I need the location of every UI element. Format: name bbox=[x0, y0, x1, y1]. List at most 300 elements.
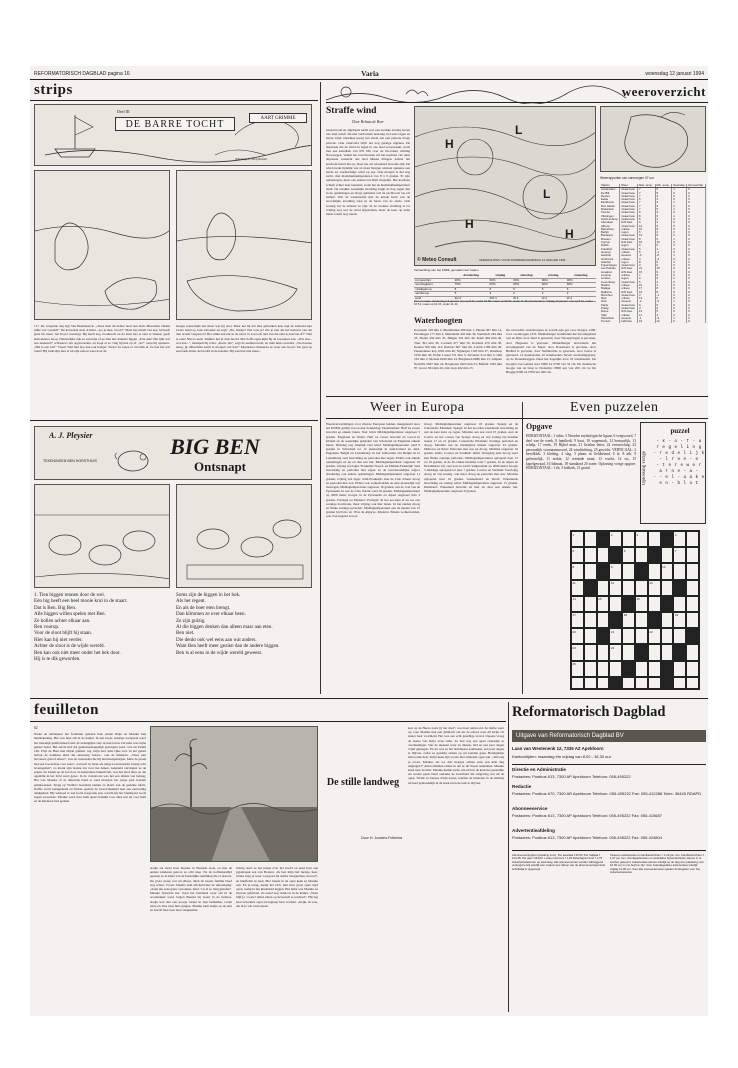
obs-cell: licht bew. bbox=[620, 291, 638, 294]
crossword-cell bbox=[597, 677, 610, 689]
crossword-cell bbox=[635, 547, 648, 563]
feuilleton-episode: 62 bbox=[34, 726, 38, 730]
big-ben-credit: TEKENINGEN BEN HORSTHUIS bbox=[43, 459, 97, 463]
obs-cell: 0 bbox=[687, 241, 706, 244]
weather-map bbox=[414, 106, 596, 266]
obs-cell: -2 bbox=[655, 251, 672, 254]
obs-cell: Londen bbox=[600, 277, 620, 280]
obs-cell: 21 bbox=[638, 267, 656, 270]
obs-cell: 7 bbox=[638, 201, 656, 204]
obs-cell: 0 bbox=[687, 248, 706, 251]
obs-cell: -6 bbox=[655, 300, 672, 303]
obs-cell: München bbox=[600, 294, 620, 297]
forecast-cell: Zw 6 bbox=[454, 296, 489, 301]
obs-cell: 14 bbox=[638, 225, 656, 228]
obs-cell: -5 bbox=[655, 317, 672, 320]
obs-header: Max. temp. bbox=[638, 184, 656, 188]
column-divider bbox=[320, 82, 321, 694]
obs-cell: 0 bbox=[687, 254, 706, 257]
obs-cell: 7 bbox=[638, 188, 656, 192]
obs-cell: zwaar bew. bbox=[620, 211, 638, 214]
forecast-cell: 75% bbox=[454, 283, 489, 288]
crossword-black-cell bbox=[597, 563, 610, 579]
comic-caption-left bbox=[34, 324, 170, 416]
feuilleton-col-4: kon op de Heere zoals jij het doet”, was haar antwoord. Ze liefde weer op, toen Maaike met een glimlach om uit de school naar dit Krijn z'n zuster haar voorhield. Het was een echt gezellige avond. Opeens vroeg de zuster van Krijn even stilte. Ze had nog een apart cadeautje te overhandigen. Van de mensen waar ze diende, had ze een paar dagen vrijaf gekregen. En nu was ze het bruidspaar aanbieden, een paar dagen te blijven, zodat ze gezellig samen op uit konden gaan. Handgeklap belooonde haar. Krijn keek zijn vrouw met stralende ogen aan. „Wat zeg je ervan, Maaike, als we dan morgen samen eens een hele dag uitgingen?” Allen stemden ermee in dat ze dit moest aannemen. Maaike keek naar de mist. Maaike huilde zacht, die zich in de kerk het geestelijk als wetten gezet bleef ondanks de zwartheid die omgeving wat uit de ogen. Wolde in Jansen, Krijn zuster, hadden de kinderen in de middag uit heel gemoedelijk in de hoek even de taak te drijven. bbox=[408, 726, 504, 785]
crossword-cell bbox=[597, 580, 610, 596]
verse-line: Ben voorop. bbox=[34, 624, 60, 631]
obs-header: Min. temp. bbox=[655, 184, 672, 188]
waterhoogten-right: De verwachte waterhoogten in Lobith zijn per voor morgen 1200, voor overmorgen 1270. Middelburger bodelfende het Stroomgebied van de Rijn: door Deel is gewezen; door Nevergevigen is gevonen, door Hagesten is gevonen. Middelburger bevorderde het stroomgebied van de Maas: door Roermond is gevonen, door Belfeld is gevonen, door Sambreville is gewezen, door Grave is gebouwd, 12 standaarden, 10 standaarden. Nevel: stochastigegrens, op de Donaubruggen. Deze het dagelijks door 18 standaarden. De hoogten van Gebied door 0000 tot 0700 van 34 cm. De chemische hoogte van de brug te Nederrijn: 0800 uur van 200 cm tot De Brugge 0300 tot 0700 uur 260 cm. bbox=[506, 328, 596, 375]
obs-cell: 0 bbox=[672, 267, 687, 270]
crossword-cell bbox=[597, 661, 610, 677]
crossword-cell bbox=[661, 628, 674, 644]
rd-abon: Postadres: Postbus 613, 7300 AP Apeldoorn Telefoon: 055-495222 Fax: 055-415687 bbox=[512, 813, 662, 818]
crossword-black-cell bbox=[635, 563, 648, 579]
crossword-cell: 23 bbox=[571, 644, 584, 660]
weather-banner-drawing bbox=[326, 82, 626, 104]
crossword-black-cell bbox=[661, 596, 674, 612]
obs-cell: Stockholm bbox=[600, 317, 620, 320]
obs-cell: 0 bbox=[687, 244, 706, 247]
feuilleton-rule-top bbox=[30, 698, 708, 699]
crossword-cell: 13 bbox=[648, 580, 661, 596]
obs-header: Weer bbox=[620, 184, 638, 188]
photo-credit: Door H. Joosten-Folkema bbox=[361, 836, 402, 840]
crossword-black-cell bbox=[661, 677, 674, 689]
crossword-cell bbox=[686, 531, 699, 547]
crossword-cell bbox=[648, 661, 661, 677]
panel-1-drawing bbox=[35, 171, 170, 320]
crossword-cell: 25 bbox=[571, 661, 584, 677]
crossword-cell bbox=[622, 677, 635, 689]
rd-masthead: Reformatorisch Dagblad bbox=[512, 704, 666, 720]
obs-cell: 0 bbox=[672, 211, 687, 214]
crossword-cell bbox=[673, 596, 686, 612]
obs-cell: regen bbox=[620, 231, 638, 234]
obs-cell: half bew. bbox=[620, 320, 638, 323]
obs-cell: 0 bbox=[687, 261, 706, 264]
obs-cell: 0 bbox=[672, 294, 687, 297]
obs-cell: 0 bbox=[672, 287, 687, 290]
forecast-cell: wind bbox=[414, 296, 454, 301]
crossword-cell bbox=[661, 547, 674, 563]
crossword-cell: 15 bbox=[597, 596, 610, 612]
obs-cell: 2 bbox=[655, 231, 672, 234]
obs-cell: 0 bbox=[672, 221, 687, 224]
opgave-title: Opgave bbox=[526, 422, 553, 431]
comic-author: AART GRIMME bbox=[249, 113, 307, 123]
obs-cell: 8 bbox=[655, 228, 672, 231]
obs-cell: 3 bbox=[655, 198, 672, 201]
forecast-cell: 60% bbox=[566, 283, 596, 288]
obs-cell: 15 bbox=[638, 271, 656, 274]
obs-cell: 16 bbox=[638, 291, 656, 294]
crossword-black-cell bbox=[648, 547, 661, 563]
crossword-cell: 5 bbox=[571, 547, 584, 563]
feuilleton-divider bbox=[508, 702, 509, 1012]
crossword-cell: 22 bbox=[648, 628, 661, 644]
big-ben-author: A. J. Pleysier bbox=[49, 431, 93, 440]
section-strips-title: strips bbox=[34, 82, 73, 98]
obs-cell: 7 bbox=[638, 208, 656, 211]
crossword-cell bbox=[635, 661, 648, 677]
forecast-cell: 20% bbox=[454, 278, 489, 283]
obs-cell: zwaar bew. bbox=[620, 307, 638, 310]
obs-cell: 2 bbox=[672, 277, 687, 280]
obs-cell: -1 bbox=[655, 294, 672, 297]
obs-cell: Madrid bbox=[600, 284, 620, 287]
crossword-cell: 4 bbox=[673, 531, 686, 547]
obs-cell: Kopenhagen bbox=[600, 264, 620, 267]
comic-barre-tocht-header bbox=[34, 104, 312, 166]
obs-cell: zwaar bew. bbox=[620, 264, 638, 267]
obs-cell: 0 bbox=[672, 234, 687, 237]
forecast-cell: neerslagkans bbox=[414, 283, 454, 288]
verse-line: Eén big heeft een heel mooie krul in de staart. bbox=[34, 598, 128, 605]
obs-cell: 6 bbox=[638, 221, 656, 224]
obs-cell: 0 bbox=[672, 291, 687, 294]
meteo-consult-logo: © Meteo Consult bbox=[417, 257, 457, 263]
obs-cell: Bordeaux bbox=[600, 234, 620, 237]
puzzle-divider bbox=[522, 402, 523, 694]
crossword-cell bbox=[661, 644, 674, 660]
feuilleton-col-2: Aadje zat naast haar moeder in Berends stoel, en met de andere kinderen genoot ze echt mee. Na de koffiemaaltijd gezeten ze in klein van de feestelijke stemming die er heerste. De grote groep wat uit elkaar, allen de naaste familie bleef nog achter. Vrouw Jansma nam afscheid met de uitnodiging: „Kom me eens gauw opzoeken, kind. 't is al zo lang geleden”. Maaike beloofde het. Toen het helemaal weer stil in de woonkamer werd, begon Berend bij Geert in de bedstee. Aadje kon dan een poosje rusten in zijn bedkamer, totdat tante en Jans naar huis gingen. Maaike nam Aadje op de arm en bracht haar naar haar slaapkamer. bbox=[150, 866, 232, 913]
obs-cell: Eindhoven bbox=[600, 201, 620, 204]
crossword-cell bbox=[686, 547, 699, 563]
forecast-cell: zonneschijn bbox=[414, 278, 454, 283]
obs-cell: 5 bbox=[638, 281, 656, 284]
forecast-header: vrijdag bbox=[489, 274, 513, 278]
crossword-cell: 21 bbox=[609, 628, 622, 644]
crossword-cell bbox=[686, 596, 699, 612]
obs-cell: Zuid-Limburg bbox=[600, 218, 620, 221]
oplossing-line: - l r e e - e bbox=[659, 458, 699, 462]
obs-cell: 0 bbox=[687, 205, 706, 208]
oplossing-line: - k - o - f - a bbox=[656, 440, 702, 444]
obs-cell: 7 bbox=[638, 274, 656, 277]
obs-cell: Twente bbox=[600, 211, 620, 214]
obs-cell: 0 bbox=[687, 221, 706, 224]
obs-cell: 9 bbox=[638, 277, 656, 280]
crossword-black-cell bbox=[686, 628, 699, 644]
obs-cell: 6 bbox=[655, 297, 672, 300]
rd-abon-title: Abonneeservice bbox=[512, 806, 548, 811]
map-caption: VERWACHTING VOOR DONDERDAGMIDDAG 13 JANUARI 1994 bbox=[479, 258, 566, 262]
obs-cell: 0 bbox=[687, 297, 706, 300]
pigs-eating-drawing bbox=[177, 485, 312, 588]
obs-cell: 0 bbox=[687, 287, 706, 290]
rd-redactie: Postadres: Postbus 670, 7300 AR Apeldoorn Telefoon: 055-495222 Fax: 055-412288 Telex: 36445 RDAPD bbox=[512, 791, 702, 796]
obs-cell: Nice bbox=[600, 297, 620, 300]
verse-line: Ze hollen achter elkaar aan. bbox=[34, 617, 91, 624]
crossword-cell bbox=[673, 628, 686, 644]
obs-cell: 3 bbox=[638, 264, 656, 267]
obs-cell: 3 bbox=[638, 307, 656, 310]
obs-cell: De Bilt bbox=[600, 192, 620, 195]
crossword-black-cell bbox=[597, 531, 610, 547]
obs-cell: 7 bbox=[638, 195, 656, 198]
crossword-cell bbox=[661, 580, 674, 596]
crossword-black-cell bbox=[661, 531, 674, 547]
obs-cell: 0 bbox=[687, 231, 706, 234]
obs-cell: 4 bbox=[655, 195, 672, 198]
crossword-cell bbox=[635, 677, 648, 689]
comic-panel-1 bbox=[34, 170, 170, 320]
obs-cell: 0 bbox=[672, 251, 687, 254]
obs-cell: 0 bbox=[672, 284, 687, 287]
rd-adv: Postadres: Postbus 613, 7300 AP Apeldoorn Telefoon: 055-495222 Fax: 055-424804 bbox=[512, 835, 662, 840]
crossword-cell bbox=[597, 547, 610, 563]
obs-cell: 0 bbox=[687, 195, 706, 198]
oplossing-line: e n - b l u t bbox=[659, 482, 699, 486]
header-rule bbox=[30, 79, 708, 80]
crossword-cell bbox=[648, 644, 661, 660]
obs-cell: Praag bbox=[600, 307, 620, 310]
obs-cell: 0 bbox=[687, 228, 706, 231]
obs-cell: 5 bbox=[638, 251, 656, 254]
obs-cell: Rotterdam bbox=[600, 208, 620, 211]
obs-cell: 13 bbox=[638, 310, 656, 313]
obs-cell: 0 bbox=[687, 201, 706, 204]
obs-cell: 5 bbox=[655, 244, 672, 247]
photo-caption-box bbox=[322, 726, 404, 862]
obs-cell: 6 bbox=[655, 234, 672, 237]
obs-cell: 5 bbox=[655, 192, 672, 195]
crossword-cell: 6 bbox=[622, 547, 635, 563]
crossword-cell bbox=[635, 628, 648, 644]
weather-banner-art bbox=[326, 82, 626, 104]
europa-col-1: Weersverwachtingen voor diverse Europese landen, meegedeeld door het KNMI, geldig van en met donderdag: Denemarken: Half tot zwaar bewolkt en enkele buien. Veel wind. Middagtemperatuur ongeveer 5 graden. Engeland en Wales: Half tot zwaar bewolkt en vooral in Ierland en de westelijke gebieden van Schotland en Engeland enkele buien. Dinsdag nog tamelijk veel wind. Middagtemperatuur rond 9 graden in Schotland tot 12 plaatselijk in zuid-Ierland en zuid-Engeland. België en Luxemburg: In het zuidoosten van België en in Luxemburg veel bewolking en perioden met regen. Elders ook enkele opklaringen en nu en dan een bui. Middagtemperatuur ongeveer 10 graden, vrijdag wat lager. Frankrijk: Noord- en Midden-Frankrijk: Veel bewolking en perioden met regen. In de noordwestelijke regio's donderdag ook enkele opklaringen. Middagtemperatuur ongeveer 11 graden, vrijdag wat lager. Zuid-Frankrijk: Aan de Côte d'Azur droog en perioden met zon. Elders ook wolkenvelden en zeer plaatselijk wat motregen. Middagtemperatuur ongeveer 16 graden, aan de voet van de Pyreneeën en aan de Côte d'Azur rond 16 graden. Middagtemperatuur op 2000 meter hoogte in de Pyreneeën en Alpen ongeveer min 3 graden. Portugal en Madeira: Portugal: In het noorden af en toe een zonnige doorbraak, maar vrijdag ook hier buien. In het zuiden droog en flinke zonnige perioden. Middagtemperatuur aan de kusten van 15 graden bij Porto tot 18 in de Algarve. Madeira: Enkele wolkenvelden, ook overwegend zon en bbox=[326, 422, 420, 519]
forecast-cell: 5 bbox=[454, 292, 489, 297]
comic-caption-right: honger nauwelijks iets meer wat hij doet. Maar net hij dat mes gebruiken kan, legt de zeehond zijn zware hand op Jans schouder en zegt: „Nu, maatje! Wat wou je? Zie je niet dat het kadaver van dat dier al half vergaan is? Het stinkt een uur in de wind. Je zou toch niet van dat eten is daarvan af?” Niet te eten! Niet te eten! Jammer het in Jans hoofd. Met doffe ogen kijkt hij de koraadsel aan. „Wat dan... wat dan...”, mompelt hij schor. „Kom, Jan”, zegt de zeeman rucht, en trekt hem overeind. „We moeten terug, jij. Misschien komt er morgen wel iets!” Moedeloos klauteren ze weer aan boord. Jan gaat op een bank zitten, het hoofd in de handen. Hij weet het niet meer... bbox=[176, 324, 312, 354]
obs-cell: 6 bbox=[655, 277, 672, 280]
crossword-cell bbox=[584, 596, 597, 612]
obs-cell: 0 bbox=[687, 294, 706, 297]
obs-cell: 5 bbox=[655, 310, 672, 313]
rd-rule-2 bbox=[512, 850, 706, 851]
obs-cell: Tel Aviv bbox=[600, 320, 620, 323]
forecast-cell: 60% bbox=[512, 283, 541, 288]
crossword-cell bbox=[597, 612, 610, 628]
obs-cell: Malaga bbox=[600, 287, 620, 290]
section-europa-title: Weer in Europa bbox=[370, 400, 465, 415]
map-pressure-label: H bbox=[565, 227, 574, 241]
forecast-caption: Verwachting van het KNMI, gemaakt voor heden bbox=[414, 268, 479, 272]
forecast-cell: 30% bbox=[566, 278, 596, 283]
crossword-cell bbox=[622, 628, 635, 644]
forecast-cell: 30% bbox=[512, 278, 541, 283]
crossword-cell bbox=[609, 661, 622, 677]
obs-cell: 0 bbox=[687, 307, 706, 310]
oplossing-box bbox=[640, 422, 706, 524]
rd-rule-1 bbox=[512, 764, 706, 765]
obs-cell: Aberdeen bbox=[600, 221, 620, 224]
obs-header: Neerslag bbox=[672, 184, 687, 188]
obs-cell: 0 bbox=[687, 198, 706, 201]
crossword-cell: 20 bbox=[571, 628, 584, 644]
comic-caption-left-text: De volgende dag legt Van Heemskerck: „Twee man uit iedere hout nan land. Misschien vinden jullie wat voedsel!” De koraadsel staat al klaar. „Ga je mee, Jacob?” Maar hij schudt van nee, hij heeft geen fut meer. Jan Koert overtuigt. Hij heeft nog voorkracht en de kans iets te eten te vinden, geeft hem nieuwe hoop. Nieuwelijks zijn ze aan land of ze zien iets donkers liggen. „Een dier! Het lijkt wel een zeehond!” schreeuwt Jan opgewonden, en loopt er zo vlug hij kan op af. „Is?” roept hij opnieuw. „Het is een rob!” Vlees! Niet hun hoe dan ook honger. Vlees! Ze lopen er van blik af. Ze laat het wel ruien? Hij trekt zijn mes al uit zijn zak en weet door de bbox=[34, 324, 170, 354]
obs-cell: 11 bbox=[638, 314, 656, 317]
obs-cell: 0 bbox=[687, 281, 706, 284]
crossword-cell bbox=[584, 644, 597, 660]
rd-redactie-title: Redactie bbox=[512, 784, 532, 789]
obs-cell: 4 bbox=[638, 258, 656, 261]
crossword-cell bbox=[673, 661, 686, 677]
rd-uitgave-banner: Uitgave van Reformatorisch Dagblad BV bbox=[512, 730, 706, 742]
obs-cell: 5 bbox=[655, 188, 672, 192]
photo-title: De stille landweg bbox=[326, 777, 400, 788]
crossword-cell: 24 bbox=[609, 644, 622, 660]
obs-cell: -3 bbox=[638, 254, 656, 257]
obs-cell: Lissabon bbox=[600, 271, 620, 274]
crossword-cell bbox=[686, 612, 699, 628]
verse-line: Achter de sloot is de wijde wereld. bbox=[34, 643, 105, 650]
obs-cell: 1 bbox=[672, 201, 687, 204]
oplossing-line: a r n e - a - bbox=[659, 470, 699, 474]
obs-cell: Berlijn bbox=[600, 231, 620, 234]
crossword-cell bbox=[686, 644, 699, 660]
obs-cell: 1 bbox=[672, 238, 687, 241]
crossword-cell bbox=[622, 531, 635, 547]
obs-cell: 4 bbox=[655, 201, 672, 204]
isobar-map bbox=[415, 107, 596, 266]
obs-cell: 0 bbox=[655, 274, 672, 277]
big-ben-panel-2 bbox=[176, 484, 312, 588]
crossword-cell: 2 bbox=[609, 531, 622, 547]
comic-panel-2 bbox=[176, 170, 312, 320]
obs-cell: zwaar bew. bbox=[620, 294, 638, 297]
obs-cell: 0 bbox=[672, 307, 687, 310]
obs-cell: 2 bbox=[672, 231, 687, 234]
page-header-center: Varia bbox=[361, 69, 379, 78]
sun-moon-text: Zon en maan: donderdag 13 januari: zon op 8.42, onder 16.50; maan op 00.02, onder 11.26 (Amsterdam). Vrijdag 14 januari: zon op 8.41, onder 16.51; maan op 01.15, onder 11.43. bbox=[414, 300, 593, 307]
forecast-cell: W 4 bbox=[512, 296, 541, 301]
obs-cell: licht bew. bbox=[620, 310, 638, 313]
obs-cell: regen bbox=[620, 277, 638, 280]
crossword-cell: 10 bbox=[661, 563, 674, 579]
oplossing-line: r e g e l i n g bbox=[656, 446, 702, 450]
obs-cell: 0 bbox=[672, 320, 687, 323]
big-ben-subtitle: Ontsnapt bbox=[193, 459, 247, 474]
oplossing-title: puzzel bbox=[670, 427, 690, 435]
obs-cell: -8 bbox=[655, 254, 672, 257]
forecast-header: maandag bbox=[566, 274, 596, 278]
crossword-cell bbox=[584, 547, 597, 563]
obs-cell: 0 bbox=[687, 234, 706, 237]
crossword-cell bbox=[571, 677, 584, 689]
obs-cell: zwaar bew. bbox=[620, 248, 638, 251]
obs-cell: 5 bbox=[655, 205, 672, 208]
obs-cell: 1 bbox=[672, 317, 687, 320]
obs-cell: 0 bbox=[687, 304, 706, 307]
obs-cell: Las Palmas bbox=[600, 267, 620, 270]
obs-cell: sneeuw bbox=[620, 300, 638, 303]
crossword-black-cell bbox=[584, 580, 597, 596]
obs-cell: 1 bbox=[655, 248, 672, 251]
obs-cell: 5 bbox=[655, 208, 672, 211]
verse-line: Als het regent. bbox=[176, 598, 206, 605]
obs-cell: 10 bbox=[655, 241, 672, 244]
obs-cell: 0 bbox=[672, 195, 687, 198]
obs-cell: Den Helder bbox=[600, 205, 620, 208]
crossword-cell bbox=[635, 612, 648, 628]
crossword-cell bbox=[584, 563, 597, 579]
obs-cell: regen bbox=[620, 261, 638, 264]
section-weer-title: weeroverzicht bbox=[621, 84, 706, 99]
verse-line: Ben niet. bbox=[176, 630, 195, 637]
obs-cell: onbew. bbox=[620, 297, 638, 300]
obs-cell: 6 bbox=[638, 211, 656, 214]
comic-episode: Deel III bbox=[117, 109, 130, 114]
obs-cell: Frankfurt bbox=[600, 248, 620, 251]
verse-line: Ze zijn gulzig. bbox=[176, 617, 206, 624]
obs-cell: 0 bbox=[687, 188, 706, 192]
obs-cell: 0 bbox=[687, 264, 706, 267]
waterhoogten-left: Kornstein 318 min 2, Rheinfelden 299 min 1, Maxau 367 min 14, Plochingen 177 min 2, Mannheim 442 min 32, Steinbach 244 min 33, Mainz 434 min 35, Bingen 322 min 40, Kaub 404 min 46, Trier 391 min 30, Cochem 477 min 50, Koblenz 470 min 50, Keulen 500 min 112, Ruhrort 607 min 60, Lobith 1180 min 49, Pannerdense kop 1092 min 40, Nijmegen 1195 min 37, IJsselkop 1056 min 30, Eefde Lossel 721 min 5, Deventer 614 min 2, Olst 519 min 2, Monsin 6240 min 14, Borgharen 6980 min 15, Ampsin Neuville 5697 min 24, Borgharen 4203 min 53, Belfeld 1593 min 87, Grave 834 min 20, Lith dorp 462 min 15. bbox=[414, 328, 502, 370]
forecast-table bbox=[414, 274, 596, 302]
obs-cell: Deelen bbox=[600, 195, 620, 198]
obs-cell: Genève bbox=[600, 251, 620, 254]
obs-cell: -2 bbox=[638, 300, 656, 303]
obs-cell: 0 bbox=[687, 274, 706, 277]
verse-line: Dat is Ben. Big Ben. bbox=[34, 604, 77, 611]
forecast-cell: 6 bbox=[566, 287, 596, 292]
obs-cell: 8 bbox=[638, 215, 656, 218]
obs-cell: 19 bbox=[638, 320, 656, 323]
crossword-black-cell bbox=[609, 677, 622, 689]
crossword-cell: 8 bbox=[571, 563, 584, 579]
obs-header: Station bbox=[600, 184, 620, 188]
obs-cell: regen bbox=[620, 244, 638, 247]
obs-cell: zwaar bew. bbox=[620, 192, 638, 195]
observations-caption: Weerrapporten van vanmorgen 07 uur bbox=[600, 176, 654, 180]
obs-cell: 0 bbox=[672, 205, 687, 208]
obs-cell: 0 bbox=[672, 281, 687, 284]
obs-cell: 5 bbox=[638, 248, 656, 251]
obs-cell: Dublin bbox=[600, 244, 620, 247]
crossword-cell bbox=[597, 644, 610, 660]
obs-cell: 15 bbox=[655, 267, 672, 270]
rd-kantoortijden: Kantoortijden: maandag t/m vrijdag van 8.00 - 16.30 uur. bbox=[512, 754, 612, 759]
obs-cell: zwaar bew. bbox=[620, 188, 638, 192]
obs-cell: -3 bbox=[655, 258, 672, 261]
rd-adv-title: Advertentieafdeling bbox=[512, 828, 555, 833]
crossword-black-cell bbox=[622, 596, 635, 612]
rd-directie-title: Directie en Administratie bbox=[512, 767, 566, 772]
crossword-grid bbox=[570, 530, 700, 690]
obs-cell: 8 bbox=[655, 291, 672, 294]
obs-cell: 0 bbox=[687, 317, 706, 320]
feuilleton-col-1 bbox=[34, 726, 146, 1012]
feuilleton-photo bbox=[150, 726, 318, 862]
forecast-cell: 2 bbox=[566, 292, 596, 297]
obs-cell: Luxemburg bbox=[600, 281, 620, 284]
crossword-black-cell bbox=[673, 580, 686, 596]
rd-directie: Postadres: Postbus 613, 7300 AP Apeldoorn Telefoon: 055-495222 bbox=[512, 774, 631, 779]
obs-cell: zwaar bew. bbox=[620, 304, 638, 307]
obs-cell: 0 bbox=[672, 198, 687, 201]
forecast-cell: 2 bbox=[489, 292, 513, 297]
obs-cell: Cyprus bbox=[600, 241, 620, 244]
obs-header: Zonneschijn bbox=[687, 184, 706, 188]
obs-cell: licht bew. bbox=[620, 241, 638, 244]
obs-cell: 15 bbox=[638, 228, 656, 231]
verse-line: Hij is te dik geworden. bbox=[34, 656, 81, 663]
obs-cell: Eelde bbox=[600, 198, 620, 201]
strips-rule bbox=[30, 100, 318, 101]
crossword-black-cell bbox=[622, 661, 635, 677]
europe-map-small bbox=[600, 106, 706, 172]
